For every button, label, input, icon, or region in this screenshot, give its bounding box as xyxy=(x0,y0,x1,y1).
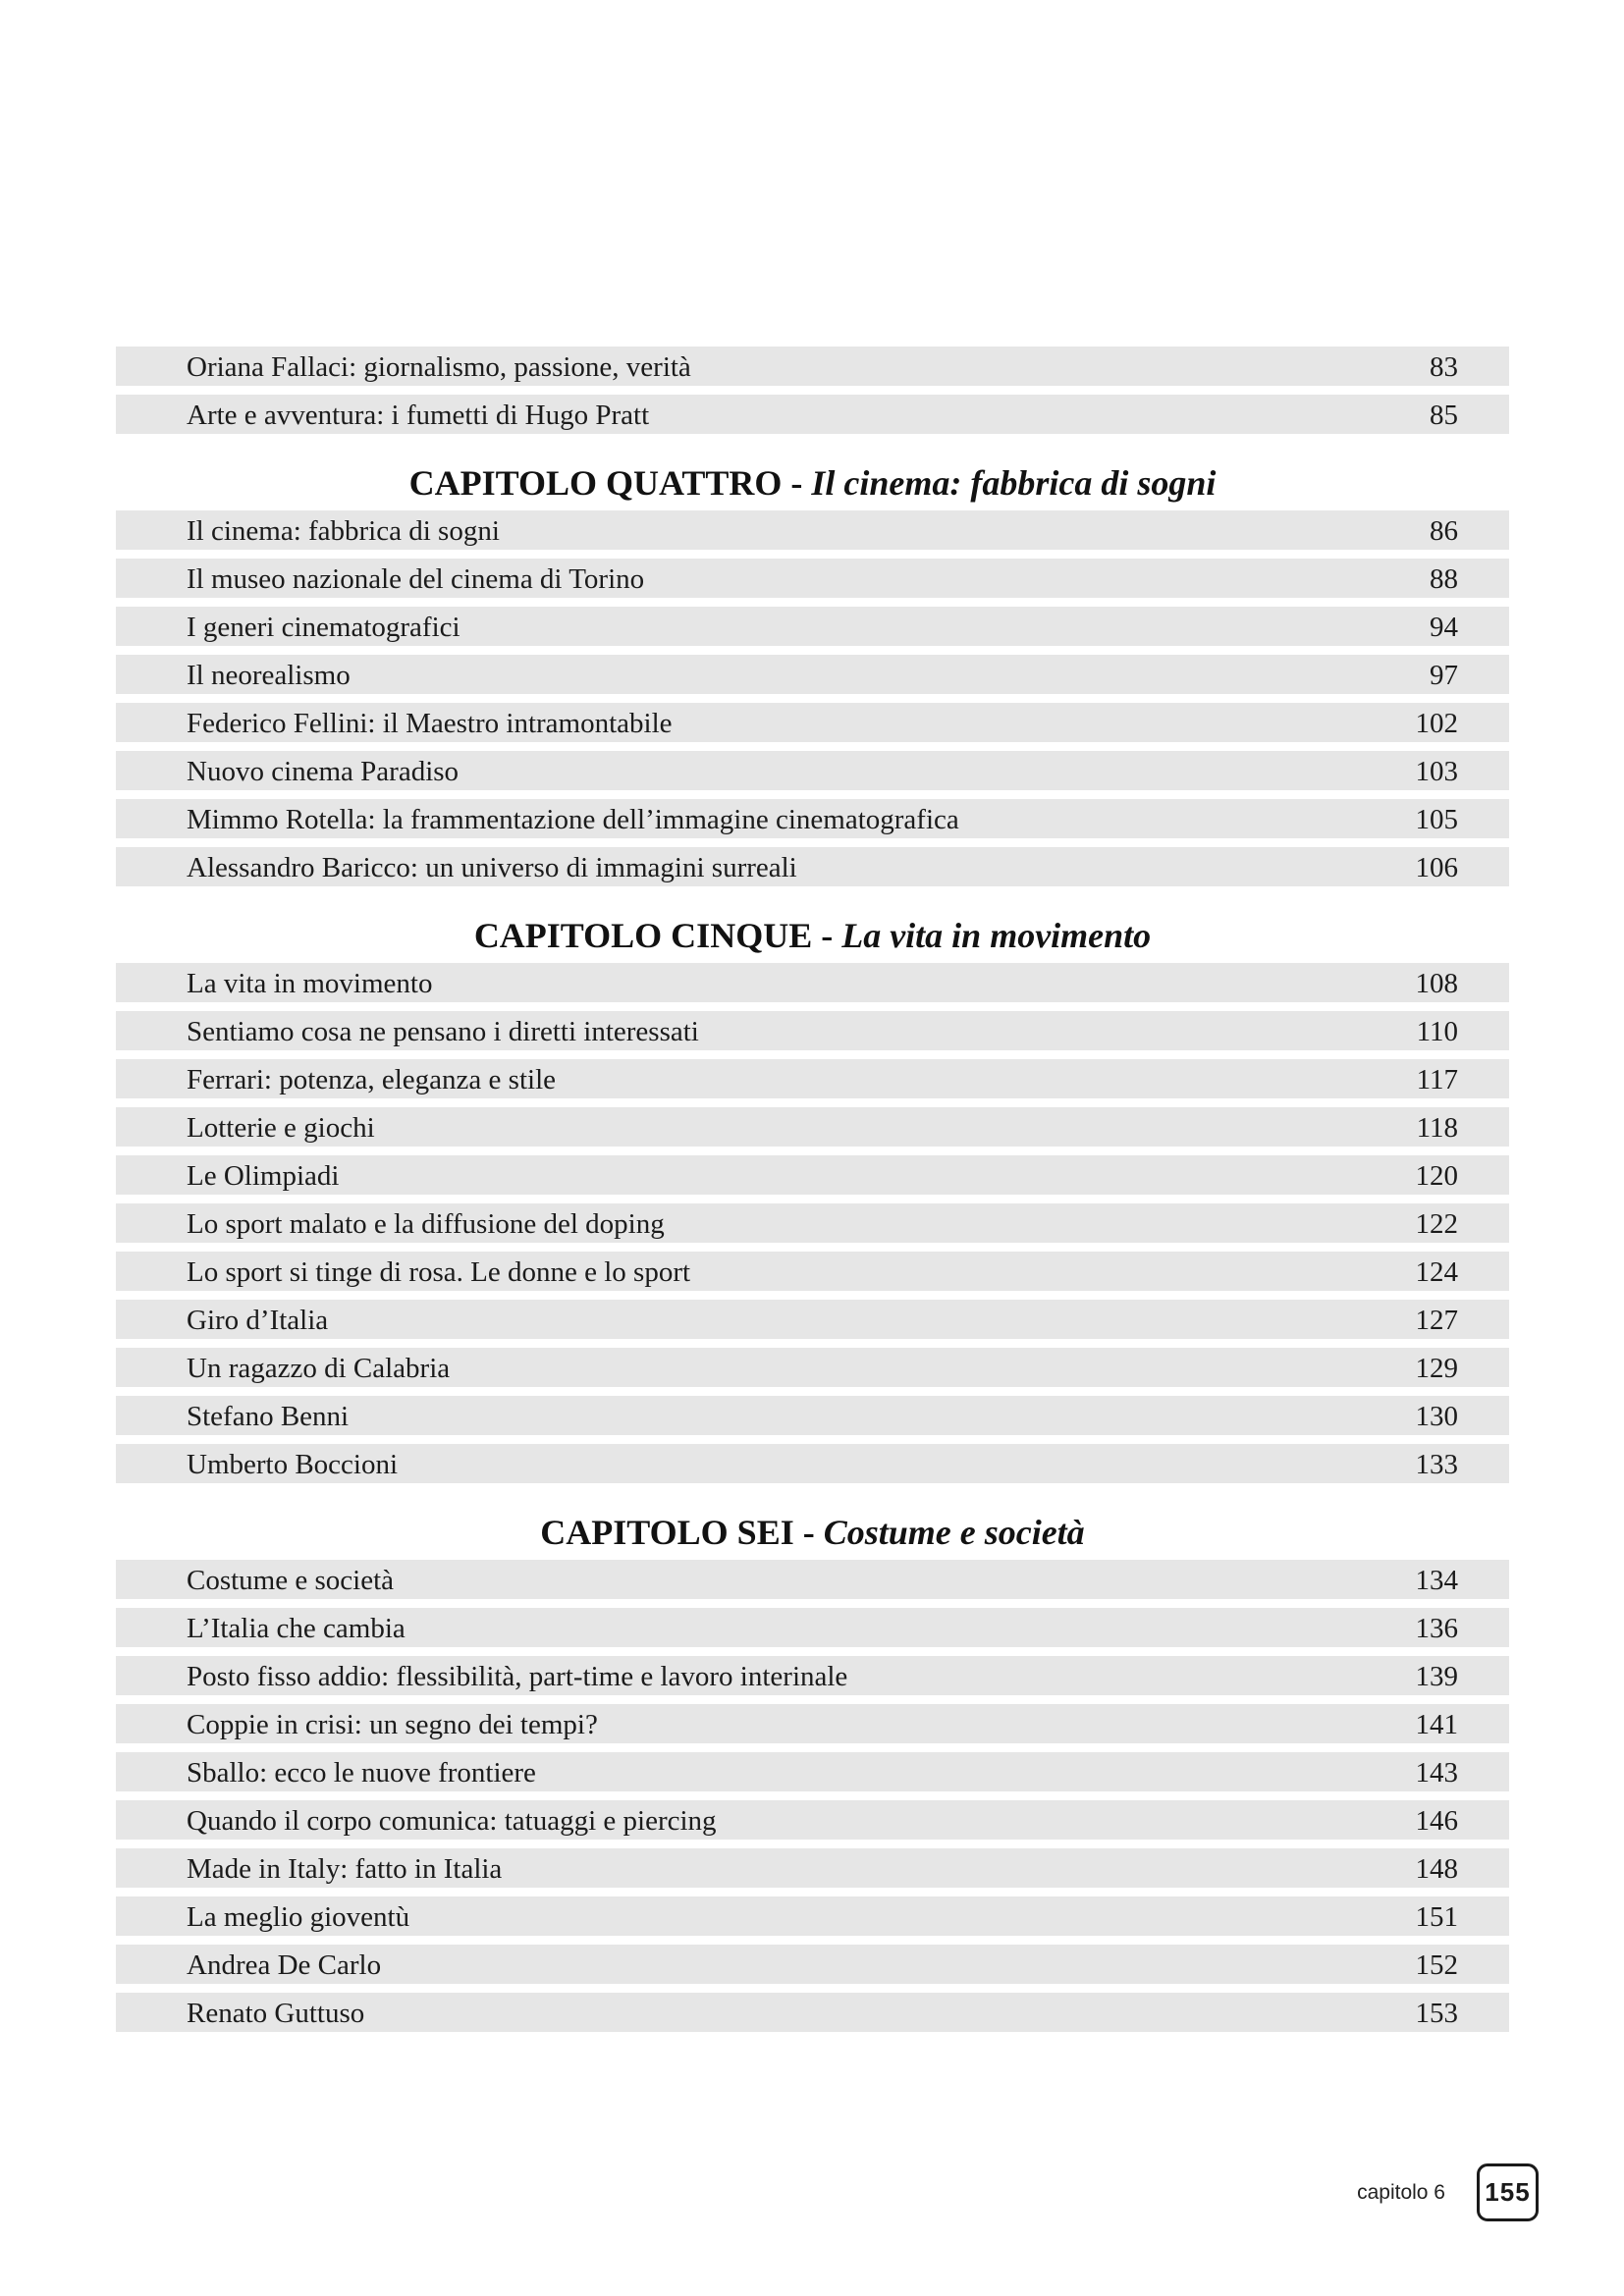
entry-page-number: 148 xyxy=(1415,1852,1458,1885)
entry-page-number: 117 xyxy=(1416,1063,1458,1095)
entry-title: Federico Fellini: il Maestro intramontabile xyxy=(187,709,673,738)
toc-entry xyxy=(116,1560,1509,1599)
entry-title: Made in Italy: fatto in Italia xyxy=(187,1854,503,1884)
entry-title: Stefano Benni xyxy=(187,1402,350,1431)
entry-title: I generi cinematografici xyxy=(187,613,460,642)
entry-title: Oriana Fallaci: giornalismo, passione, verità xyxy=(187,352,691,382)
toc-entry xyxy=(116,1608,1509,1647)
entry-page-number: 127 xyxy=(1415,1304,1458,1336)
entry-page-number: 133 xyxy=(1415,1448,1458,1480)
entry-page-number: 105 xyxy=(1415,803,1458,835)
entry-title: Il museo nazionale del cinema di Torino xyxy=(187,564,645,594)
entry-title: Lo sport si tinge di rosa. Le donne e lo sport xyxy=(187,1257,691,1287)
entry-page-number: 108 xyxy=(1415,967,1458,999)
footer-page-number-box xyxy=(1477,2163,1539,2221)
entry-title: Coppie in crisi: un segno dei tempi? xyxy=(187,1710,598,1739)
entry-page-number: 110 xyxy=(1416,1015,1458,1047)
entry-page-number: 143 xyxy=(1415,1756,1458,1789)
toc-entry xyxy=(116,963,1509,1002)
entry-title: Mimmo Rotella: la frammentazione dell’immagine cinematografica xyxy=(187,805,959,834)
toc-entry xyxy=(116,1107,1509,1147)
toc-entry xyxy=(116,1704,1509,1743)
chapter-heading xyxy=(116,916,1509,955)
footer-chapter-label: capitolo 6 xyxy=(1357,2181,1445,2204)
entry-page-number: 130 xyxy=(1415,1400,1458,1432)
toc-entry xyxy=(116,1348,1509,1387)
toc-entry xyxy=(116,1752,1509,1791)
toc-entry xyxy=(116,1848,1509,1888)
entry-title: Renato Guttuso xyxy=(187,1999,365,2028)
entry-page-number: 88 xyxy=(1430,562,1458,595)
entry-title: Quando il corpo comunica: tatuaggi e piercing xyxy=(187,1806,717,1836)
toc-entry xyxy=(116,1011,1509,1050)
entry-page-number: 120 xyxy=(1415,1159,1458,1192)
entry-title: Alessandro Baricco: un universo di immagini surreali xyxy=(187,853,797,882)
toc-entry xyxy=(116,1993,1509,2032)
entry-title: Le Olimpiadi xyxy=(187,1161,340,1191)
entry-title: Lo sport malato e la diffusione del doping xyxy=(187,1209,665,1239)
entry-page-number: 102 xyxy=(1415,707,1458,739)
toc xyxy=(116,347,1509,2041)
toc-entry xyxy=(116,751,1509,790)
entry-page-number: 86 xyxy=(1430,514,1458,547)
entry-page-number: 124 xyxy=(1415,1255,1458,1288)
toc-entry xyxy=(116,1059,1509,1098)
entry-title: Ferrari: potenza, eleganza e stile xyxy=(187,1065,556,1095)
entry-page-number: 152 xyxy=(1415,1949,1458,1981)
entry-page-number: 83 xyxy=(1430,350,1458,383)
toc-entry xyxy=(116,1896,1509,1936)
toc-entry xyxy=(116,1155,1509,1195)
chapter-heading xyxy=(116,463,1509,503)
toc-entry xyxy=(116,1396,1509,1435)
entry-page-number: 106 xyxy=(1415,851,1458,883)
entry-page-number: 129 xyxy=(1415,1352,1458,1384)
toc-entry xyxy=(116,395,1509,434)
toc-entry xyxy=(116,1300,1509,1339)
toc-entry xyxy=(116,1800,1509,1840)
entry-page-number: 122 xyxy=(1415,1207,1458,1240)
entry-title: L’Italia che cambia xyxy=(187,1614,406,1643)
toc-entry xyxy=(116,847,1509,886)
entry-title: Nuovo cinema Paradiso xyxy=(187,757,460,786)
toc-entry xyxy=(116,1444,1509,1483)
chapter-heading xyxy=(116,1513,1509,1552)
entry-page-number: 153 xyxy=(1415,1997,1458,2029)
chapter-subtitle: La vita in movimento xyxy=(841,916,1152,955)
entry-page-number: 136 xyxy=(1415,1612,1458,1644)
entry-title: Giro d’Italia xyxy=(187,1306,329,1335)
entry-title: Sballo: ecco le nuove frontiere xyxy=(187,1758,536,1788)
chapter-name: CAPITOLO CINQUE - xyxy=(473,916,842,955)
entry-title: La meglio gioventù xyxy=(187,1902,410,1932)
entry-title: Arte e avventura: i fumetti di Hugo Pratt xyxy=(187,400,650,430)
entry-title: Umberto Boccioni xyxy=(187,1450,399,1479)
entry-page-number: 139 xyxy=(1415,1660,1458,1692)
toc-entry xyxy=(116,1656,1509,1695)
chapter-name: CAPITOLO QUATTRO - xyxy=(408,463,812,503)
entry-page-number: 97 xyxy=(1430,659,1458,691)
toc-entry xyxy=(116,510,1509,550)
toc-entry xyxy=(116,655,1509,694)
toc-entry xyxy=(116,347,1509,386)
toc-entry xyxy=(116,607,1509,646)
entry-title: Costume e società xyxy=(187,1566,395,1595)
entry-page-number: 141 xyxy=(1415,1708,1458,1740)
toc-entry xyxy=(116,1203,1509,1243)
entry-page-number: 151 xyxy=(1415,1900,1458,1933)
entry-title: Posto fisso addio: flessibilità, part-time e lavoro interinale xyxy=(187,1662,848,1691)
entry-page-number: 118 xyxy=(1416,1111,1458,1144)
entry-title: Il cinema: fabbrica di sogni xyxy=(187,516,500,546)
entry-title: Andrea De Carlo xyxy=(187,1950,382,1980)
footer-page-number: 155 xyxy=(1485,2177,1531,2207)
chapter-subtitle: Costume e società xyxy=(823,1513,1085,1552)
entry-page-number: 146 xyxy=(1415,1804,1458,1837)
entry-page-number: 103 xyxy=(1415,755,1458,787)
entry-title: Sentiamo cosa ne pensano i diretti interessati xyxy=(187,1017,699,1046)
toc-entry xyxy=(116,1945,1509,1984)
entry-title: La vita in movimento xyxy=(187,969,433,998)
chapter-subtitle: Il cinema: fabbrica di sogni xyxy=(811,463,1217,503)
entry-page-number: 94 xyxy=(1430,611,1458,643)
entry-page-number: 134 xyxy=(1415,1564,1458,1596)
toc-entry xyxy=(116,799,1509,838)
entry-title: Un ragazzo di Calabria xyxy=(187,1354,451,1383)
toc-entry xyxy=(116,703,1509,742)
entry-page-number: 85 xyxy=(1430,399,1458,431)
entry-title: Il neorealismo xyxy=(187,661,351,690)
entry-title: Lotterie e giochi xyxy=(187,1113,375,1143)
chapter-name: CAPITOLO SEI - xyxy=(540,1513,824,1552)
toc-entry xyxy=(116,559,1509,598)
toc-entry xyxy=(116,1252,1509,1291)
